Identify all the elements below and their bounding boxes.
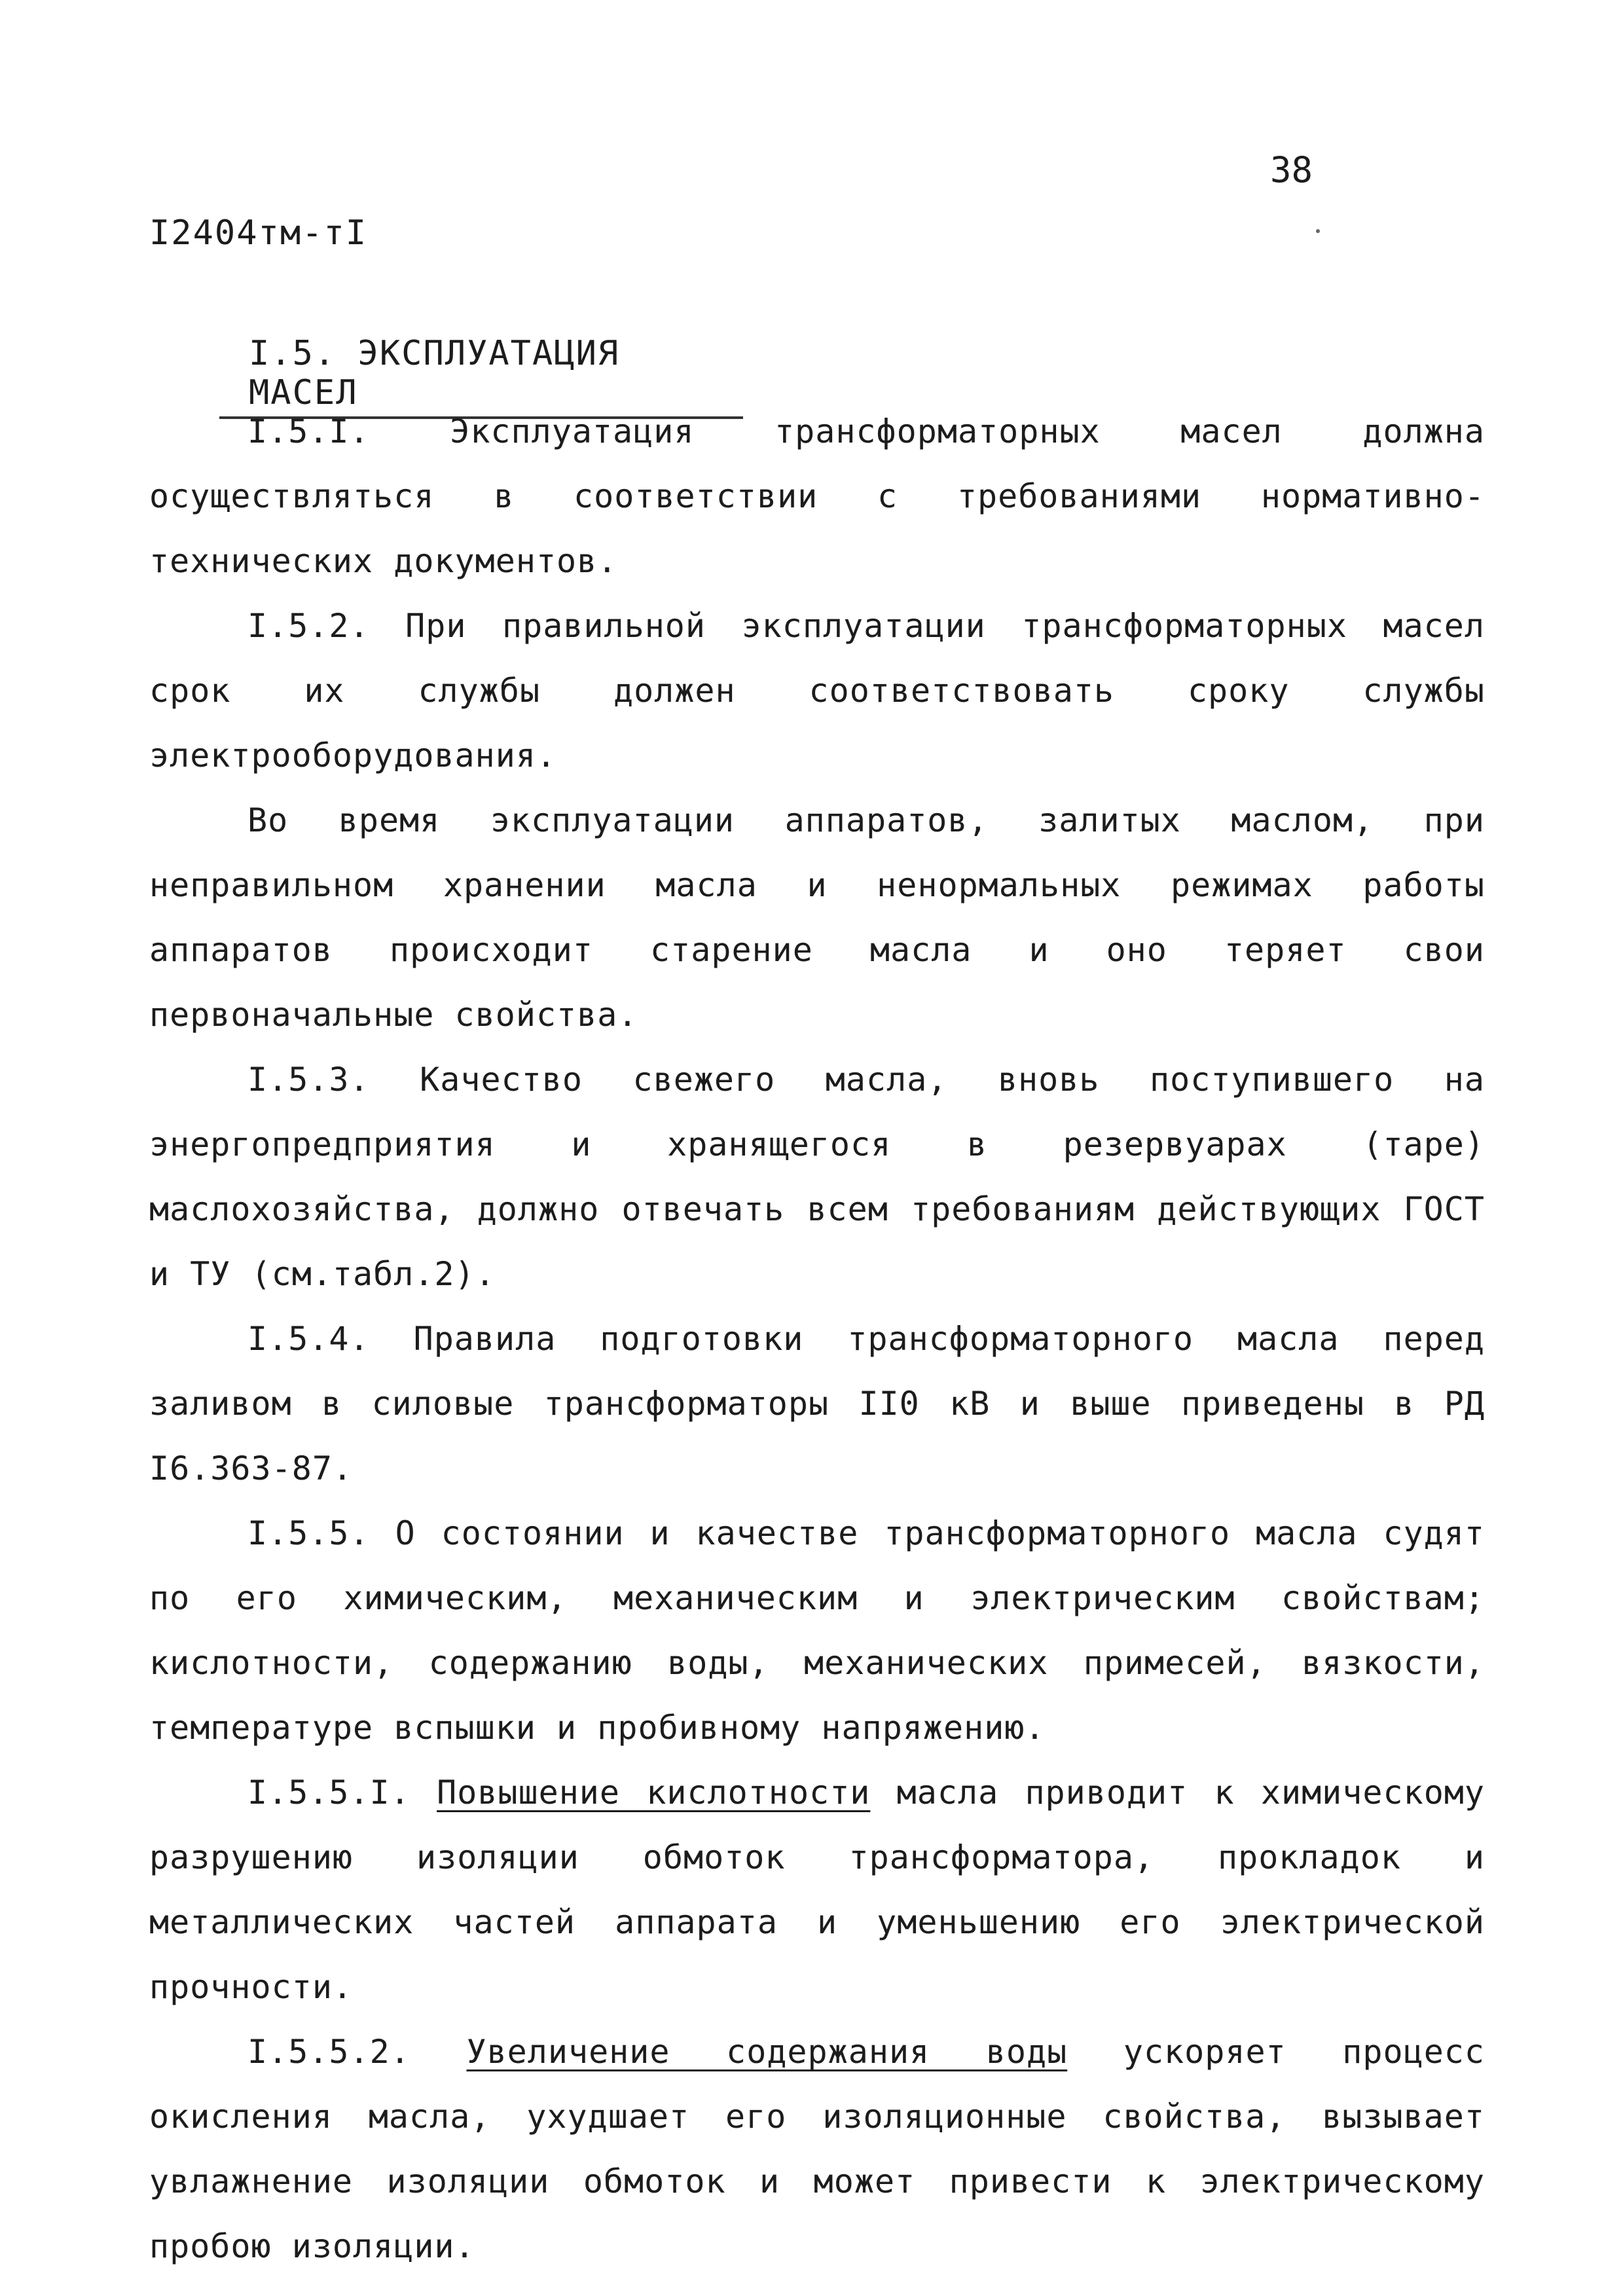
paragraph-aging: Во время эксплуатации аппаратов, залитых маслом, при неправильном хранении масла и ненормальных режимах работы аппаратов происходит старение масла и оно теряет свои первоначальные свойства. — [149, 801, 1485, 1034]
paragraph-1-5-5-2 — [149, 2020, 1485, 2279]
paragraph-number: I.5.5.2. — [247, 2033, 410, 2071]
paragraph-1-5-5-1 — [149, 1760, 1485, 2020]
scan-mark — [1316, 229, 1320, 233]
paragraph-1-5-5: I.5.5. О состоянии и качестве трансформаторного масла судят по его химическим, механическим и электрическим свойствам; кислотности, содержанию воды, механических примесей, вязкости, температуре вспышки и пробивному напряжению. — [149, 1514, 1485, 1747]
paragraph-1-5-3: I.5.3. Качество свежего масла, вновь поступившего на энергопредприятия и хранящегося в резервуарах (таре) маслохозяйства, должно отвечать всем требованиям действующих ГОСТ и ТУ (см.табл.2). — [149, 1061, 1485, 1293]
paragraph-text: масла приводит к химическому разрушению изоляции обмоток трансформатора, прокладок и металлических частей аппарата и уменьшению его электрической прочности. — [149, 1774, 1486, 2006]
page-number: 38 — [1270, 149, 1313, 191]
paragraph-text: ускоряет процесс окисления масла, ухудшает его изоляционные свойства, вызывает увлажнение изоляции обмоток и может привести к электрическому пробою изоляции. — [149, 2033, 1486, 2265]
paragraph-1-5-1: I.5.I. Эксплуатация трансформаторных масел должна осуществляться в соответствии с требованиями нормативно-технических документов. — [149, 412, 1485, 580]
underlined-term: Повышение кислотности — [437, 1774, 871, 1812]
paragraph-1-5-2: I.5.2. При правильной эксплуатации трансформаторных масел срок их службы должен соответствовать сроку службы электрооборудования. — [149, 607, 1485, 774]
paragraph-1-5-4: I.5.4. Правила подготовки трансформаторного масла перед заливом в силовые трансформаторы II0 кВ и выше приведены в РД I6.363-87. — [149, 1320, 1485, 1487]
underlined-term: Увеличение содержания воды — [466, 2033, 1068, 2071]
paragraph-number: I.5.5.I. — [247, 1774, 410, 1812]
body-text — [149, 399, 1485, 2279]
document-code: I2404тм-тI — [149, 213, 368, 253]
section-heading: I.5. ЭКСПЛУАТАЦИЯ МАСЕЛ — [249, 334, 620, 412]
